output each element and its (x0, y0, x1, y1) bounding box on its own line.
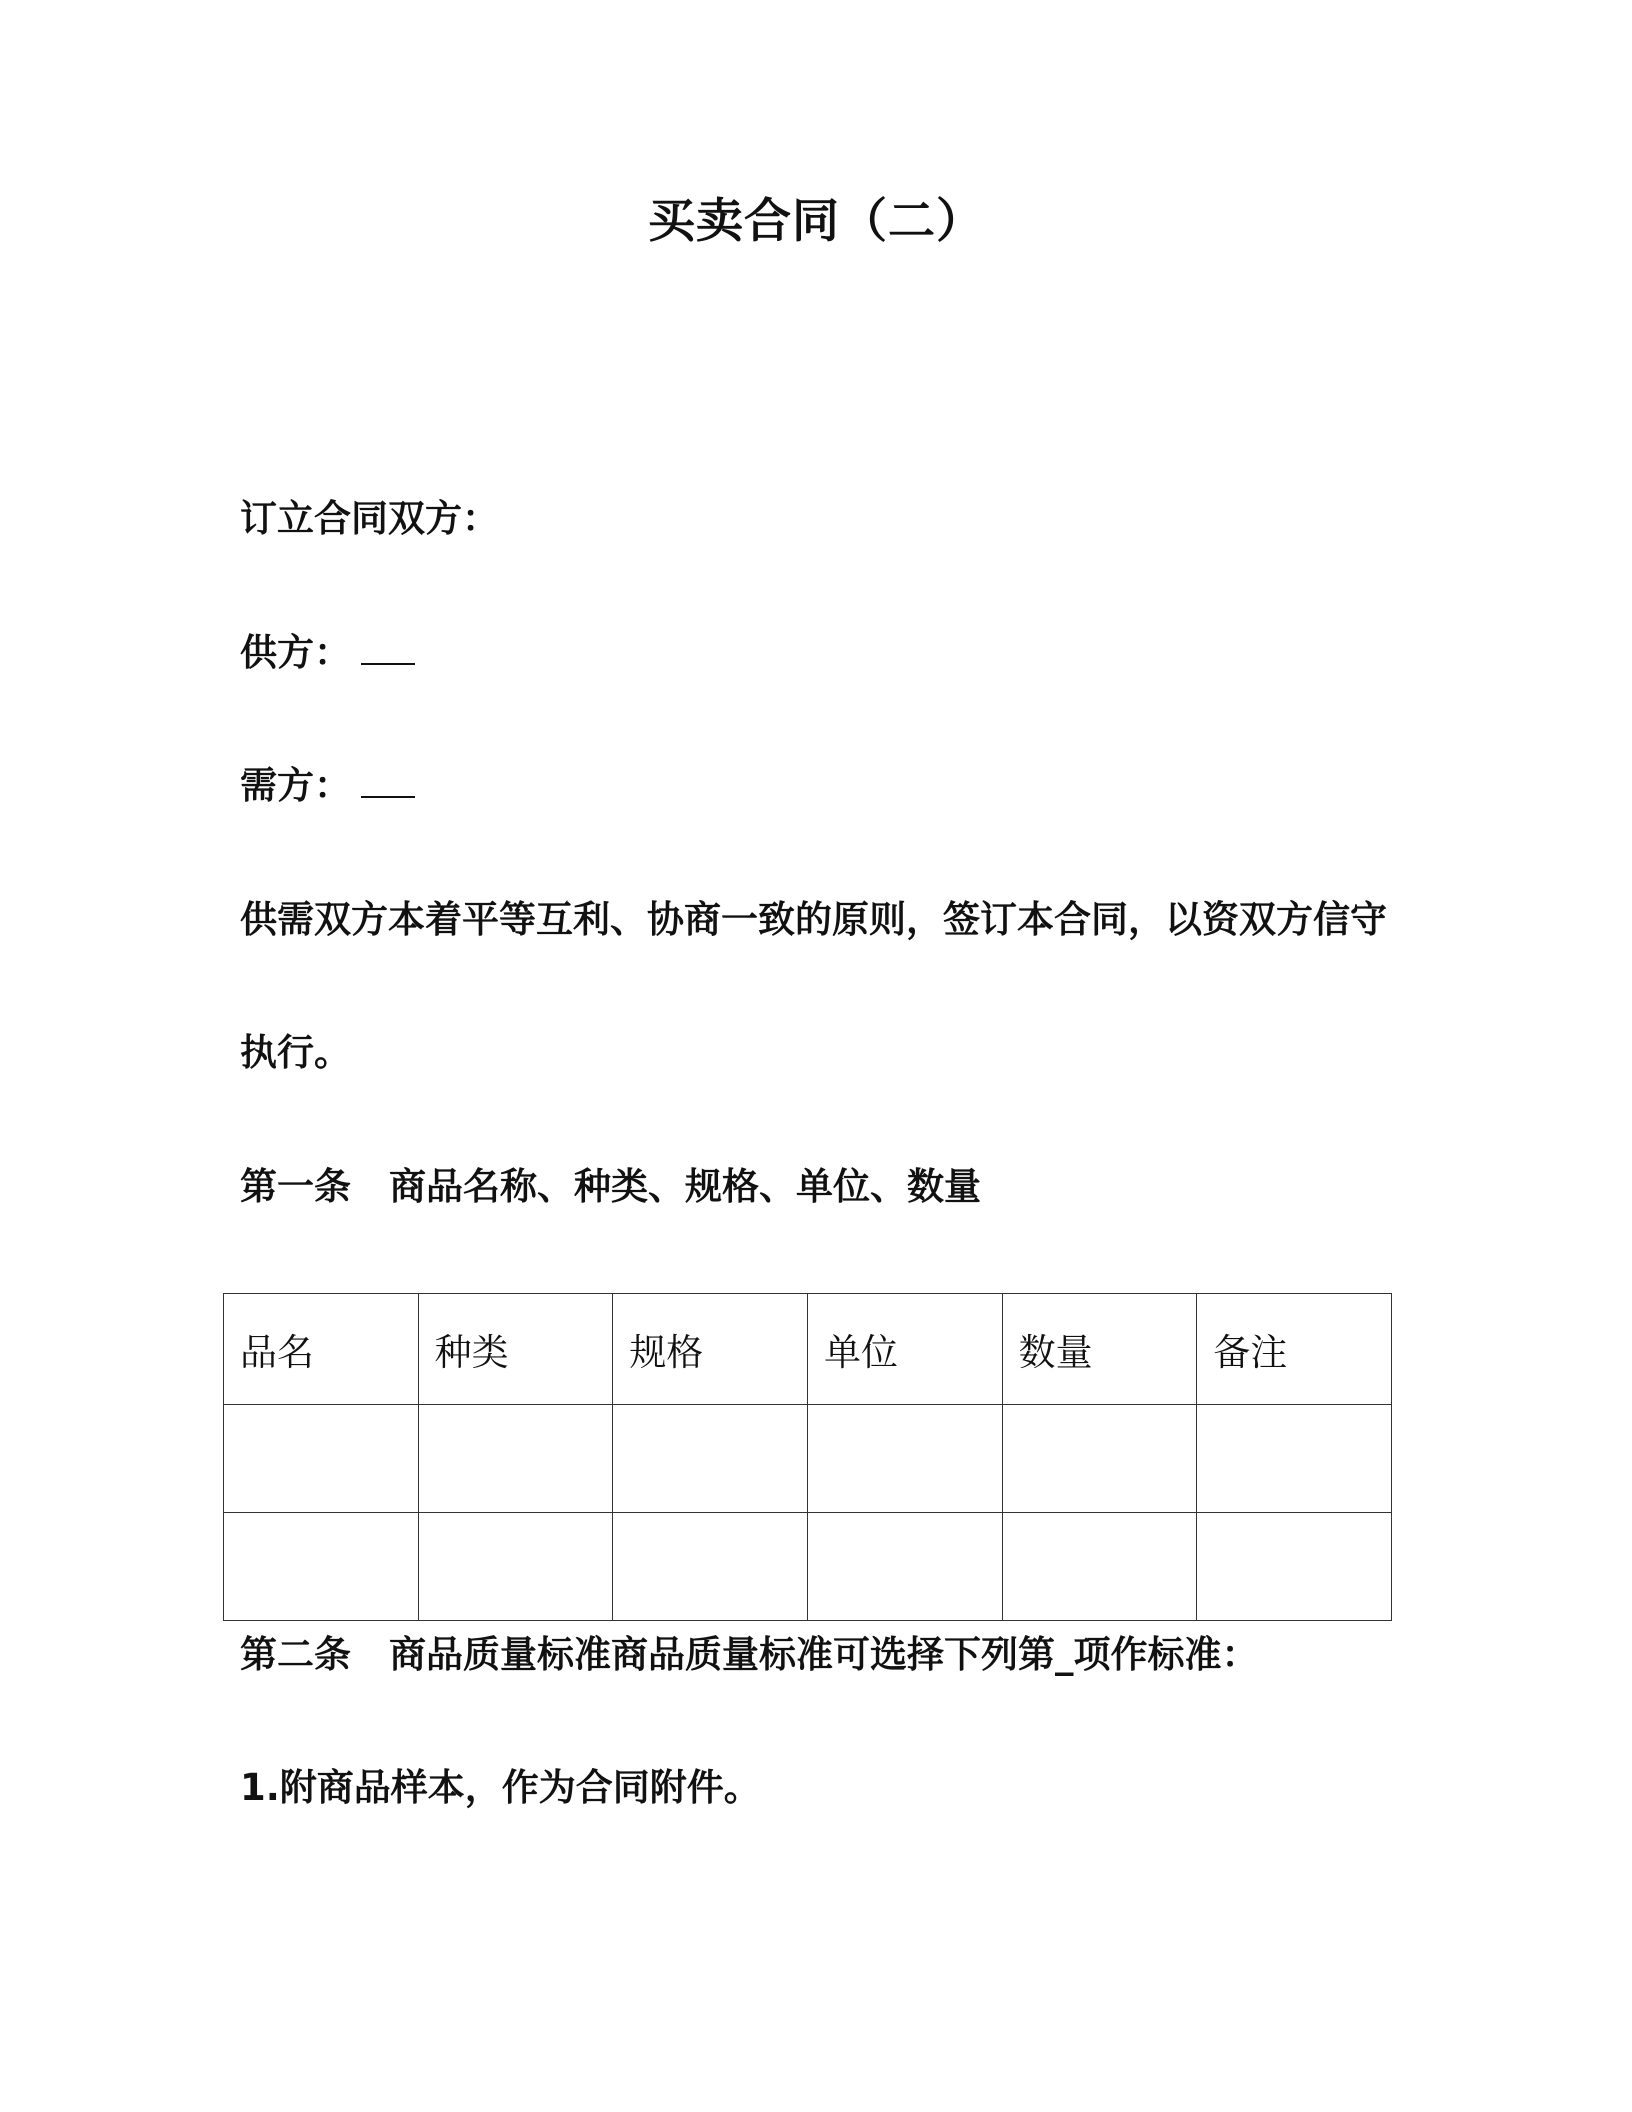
supplier-label: 供方： (240, 631, 351, 674)
buyer-label: 需方： (240, 764, 351, 807)
article-2-heading (240, 1630, 1259, 1680)
goods-table-header-cell: 数量 (1002, 1294, 1197, 1405)
goods-table (223, 1293, 1392, 1621)
goods-table-row (224, 1513, 1392, 1621)
goods-table-cell (1002, 1513, 1197, 1621)
article-1-title: 商品名称、种类、规格、单位、数量 (389, 1165, 981, 1208)
buyer-line (240, 761, 415, 811)
article-1-heading (240, 1162, 981, 1212)
article-2-number: 第二条 (240, 1633, 351, 1676)
goods-table-header-cell: 单位 (807, 1294, 1002, 1405)
goods-table-cell (1197, 1405, 1392, 1513)
goods-table-cell (1197, 1513, 1392, 1621)
goods-table-cell (224, 1513, 419, 1621)
preamble-line-2: 执行。 (240, 1031, 351, 1074)
goods-table-cell (418, 1405, 613, 1513)
buyer-blank (361, 762, 415, 798)
supplier-blank (361, 629, 415, 665)
goods-table-cell (224, 1405, 419, 1513)
goods-table-header-row (224, 1294, 1392, 1405)
goods-table-header-cell: 规格 (613, 1294, 808, 1405)
goods-table-cell (807, 1513, 1002, 1621)
goods-table-cell (613, 1405, 808, 1513)
preamble-line-1: 供需双方本着平等互利、协商一致的原则，签订本合同，以资双方信守 (240, 898, 1387, 941)
document-title: 买卖合同（二） (648, 194, 984, 249)
goods-table-row (224, 1405, 1392, 1513)
goods-table-header-cell: 种类 (418, 1294, 613, 1405)
article-2-title: 商品质量标准商品质量标准可选择下列第_项作标准： (389, 1633, 1259, 1676)
goods-table-cell (1002, 1405, 1197, 1513)
goods-table-header-cell: 备注 (1197, 1294, 1392, 1405)
quality-item-1: 1.附商品样本，作为合同附件。 (240, 1766, 761, 1809)
article-1-number: 第一条 (240, 1165, 351, 1208)
supplier-line (240, 628, 415, 678)
goods-table-cell (418, 1513, 613, 1621)
goods-table-cell (807, 1405, 1002, 1513)
goods-table-header-cell: 品名 (224, 1294, 419, 1405)
parties-heading: 订立合同双方： (240, 497, 499, 540)
goods-table-cell (613, 1513, 808, 1621)
